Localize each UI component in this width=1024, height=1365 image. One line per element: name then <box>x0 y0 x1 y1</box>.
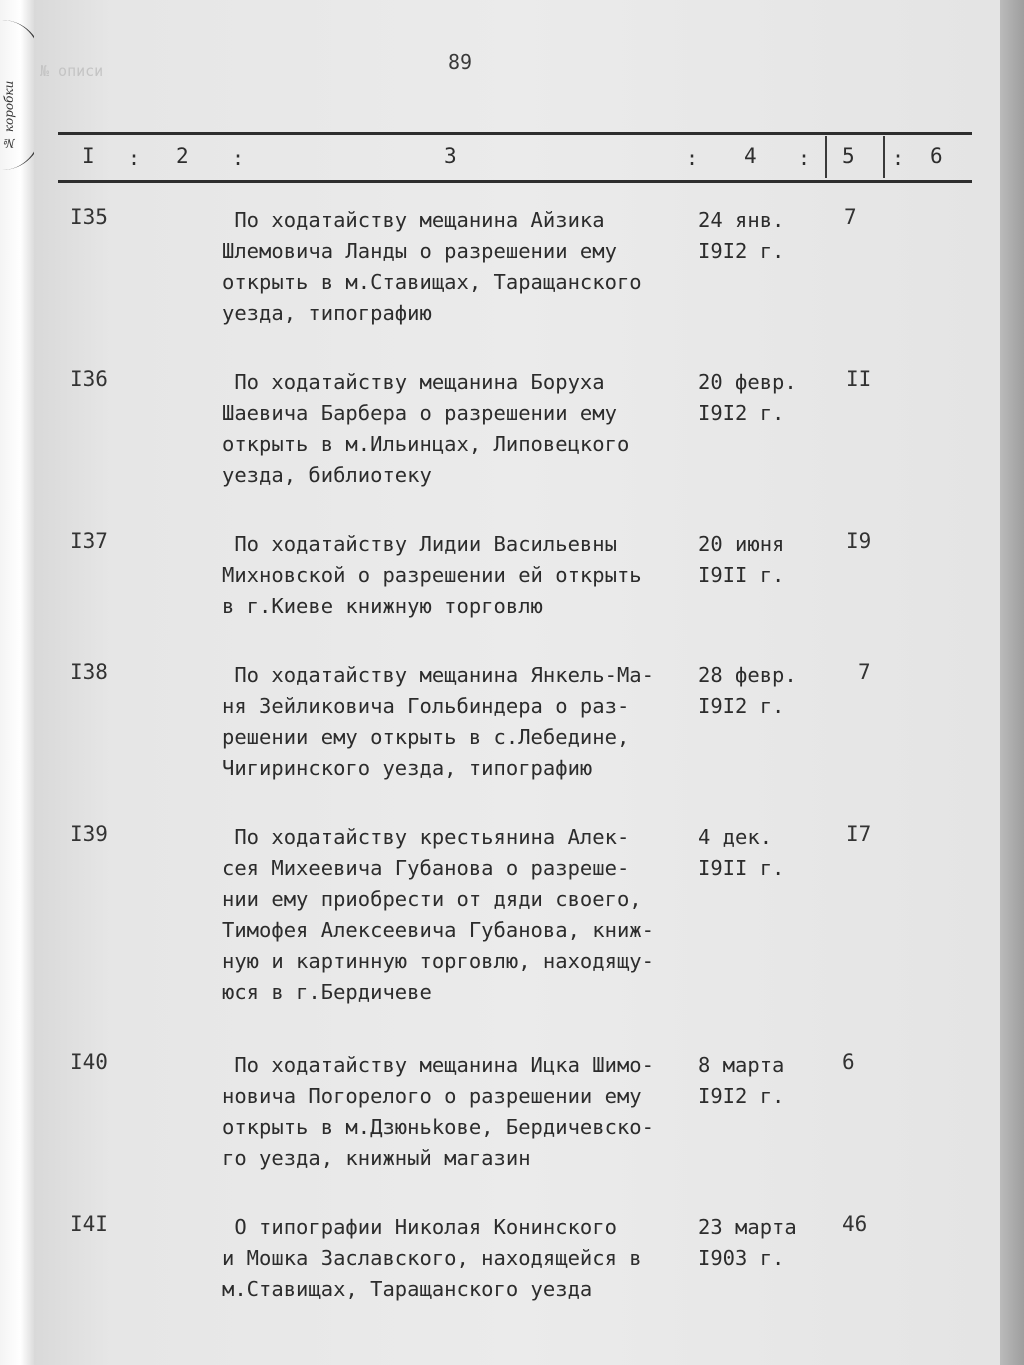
entry-number: I38 <box>70 660 108 684</box>
entry-number: I39 <box>70 822 108 846</box>
entry-date: 20 февр. I9I2 г. <box>698 370 797 425</box>
entry-date: 8 марта I9I2 г. <box>698 1053 785 1108</box>
entry-sheet-count: 7 <box>858 660 871 684</box>
entry-number: I4I <box>70 1212 108 1236</box>
entry-description: По ходатайству мещанина Айзика Шлемовича Ланды о разрешении ему открыть в м.Ставищах, Таращанского уезда, типографию <box>222 208 642 325</box>
entry-number: I36 <box>70 367 108 391</box>
entry-number: I35 <box>70 205 108 229</box>
binder-strip <box>0 0 34 1365</box>
table-header-top-rule <box>58 132 972 135</box>
entry-sheet-count: 6 <box>842 1050 855 1074</box>
header-col-4: 4 <box>744 144 757 168</box>
entry-sheet-count: I9 <box>846 529 872 553</box>
header-col-6: 6 <box>930 144 943 168</box>
header-col-3: 3 <box>444 144 457 168</box>
box-number-label: № коробки <box>2 80 16 150</box>
header-col-2: 2 <box>176 144 189 168</box>
entry-sheet-count: II <box>846 367 872 391</box>
header-separator: : <box>892 146 905 170</box>
entry-date: 24 янв. I9I2 г. <box>698 208 785 263</box>
entry-date: 4 дек. I9II г. <box>698 825 785 880</box>
page-edge <box>998 0 1024 1365</box>
page-number: 89 <box>448 50 473 74</box>
entry-description: По ходатайству Лидии Васильевны Михновской о разрешении ей открыть в г.Киеве книжную торговлю <box>222 532 642 618</box>
header-col-5: 5 <box>842 144 855 168</box>
header-separator: : <box>798 146 811 170</box>
entry-date: 23 марта I903 г. <box>698 1215 797 1270</box>
header-col-1: I <box>82 144 95 168</box>
header-column-line <box>883 136 885 178</box>
header-separator: : <box>128 146 141 170</box>
entry-date: 20 июня I9II г. <box>698 532 785 587</box>
entry-description: По ходатайству мещанина Ицка Шимо- новича Погорелого о разрешении ему открыть в м.Дзюньkове, Бердичевско- го уезда, книжный магазин <box>222 1053 654 1170</box>
entry-description: О типографии Николая Конинского и Мошка Заславского, находящейся в м.Ставищах, Таращанского уезда <box>222 1215 642 1301</box>
entry-description: По ходатайству мещанина Боруха Шаевича Барбера о разрешении ему открыть в м.Ильинцах, Липовецкого уезда, библиотеку <box>222 370 630 487</box>
header-separator: : <box>686 146 699 170</box>
entry-sheet-count: I7 <box>846 822 872 846</box>
header-column-line <box>825 136 827 178</box>
header-separator: : <box>232 146 245 170</box>
entry-sheet-count: 46 <box>842 1212 868 1236</box>
table-header-bottom-rule <box>58 180 972 183</box>
entry-sheet-count: 7 <box>844 205 857 229</box>
faint-show-through-header: № описи <box>40 62 104 80</box>
entry-number: I37 <box>70 529 108 553</box>
entry-number: I40 <box>70 1050 108 1074</box>
entry-description: По ходатайству крестьянина Алек- сея Михеевича Губанова о разреше- нии ему приобрести от дяди своего, Тимофея Алексеевича Губанова, книж- ную и картинную торговлю, находящу- юся в г.Бердичеве <box>222 825 654 1004</box>
entry-description: По ходатайству мещанина Янкель-Ма- ня Зейликовича Гольбиндера о раз- решении ему открыть в с.Лебедине, Чигиринского уезда, типографию <box>222 663 654 780</box>
entry-date: 28 февр. I9I2 г. <box>698 663 797 718</box>
